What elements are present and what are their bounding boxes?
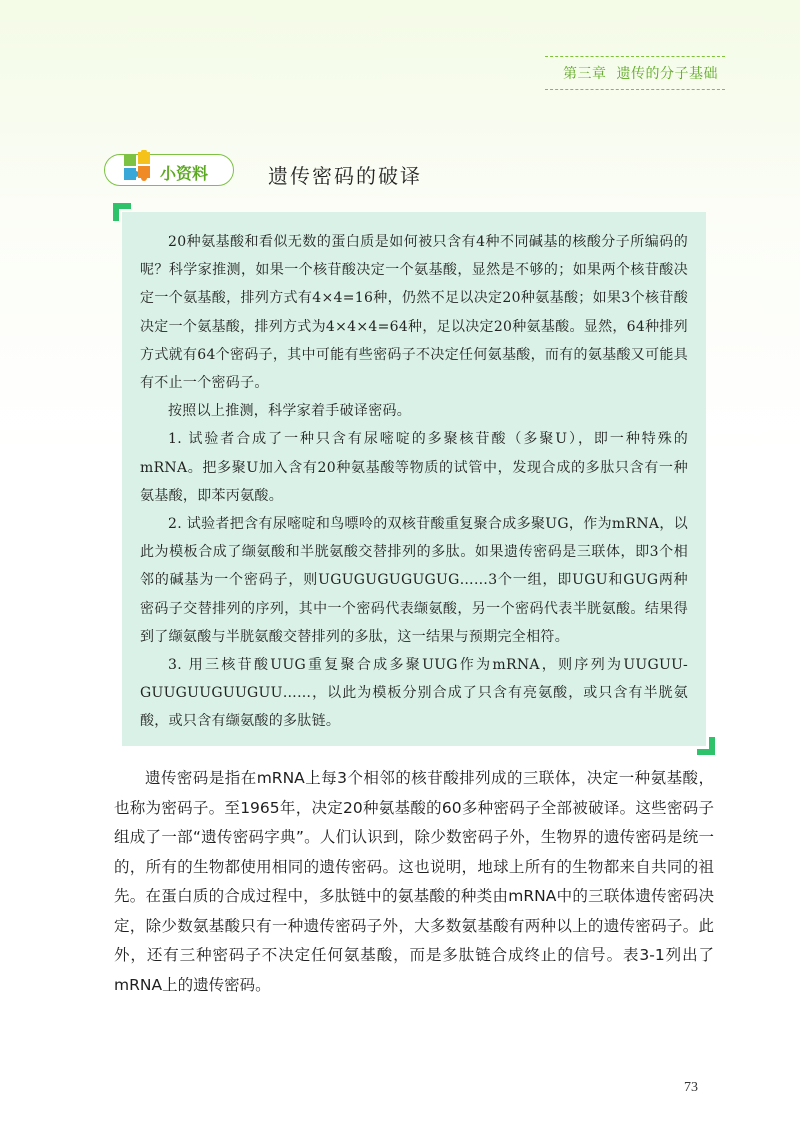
box-paragraph-lead: 按照以上推测，科学家着手破译密码。 xyxy=(168,403,412,420)
info-box-text xyxy=(140,228,688,736)
header-rule-top xyxy=(545,56,725,57)
box-paragraph-step-2: 2. 试验者把含有尿嘧啶和鸟嘌呤的双核苷酸重复聚合成多聚UG，作为mRNA，以此为模板合成了缬氨酸和半胱氨酸交替排列的多肽。如果遗传密码是三联体，即3个相邻的碱基为一个密码子，则UGUGUGUGUGUG……3个一组，即UGU和GUG两种密码子交替排列的序列，其中一个密码代表缬氨酸，另一个密码代表半胱氨酸。结果得到了缬氨酸与半胱氨酸交替排列的多肽，这一结果与预期完全相符。 xyxy=(140,516,688,645)
chapter-number: 第三章 xyxy=(563,66,607,82)
box-paragraph-step-3: 3. 用三核苷酸UUG重复聚合成多聚UUG作为mRNA，则序列为UUGUU-GUUGUUGUUGUU……，以此为模板分别合成了只含有亮氨酸，或只含有半胱氨酸，或只含有缬氨酸的多肽链。 xyxy=(140,657,688,730)
page-number: 73 xyxy=(684,1080,698,1095)
puzzle-icon xyxy=(118,150,158,188)
info-badge xyxy=(104,150,234,188)
chapter-header xyxy=(545,56,725,90)
header-rule-bottom xyxy=(545,89,725,90)
body-paragraph: 遗传密码是指在mRNA上每3个相邻的核苷酸排列成的三联体，决定一种氨基酸，也称为密码子。至1965年，决定20种氨基酸的60多种密码子全部被破译。这些密码子组成了一部“遗传密码字典”。人们认识到，除少数密码子外，生物界的遗传密码是统一的，所有的生物都使用相同的遗传密码。这也说明，地球上所有的生物都来自共同的祖先。在蛋白质的合成过程中，多肽链中的氨基酸的种类由mRNA中的三联体遗传密码决定，除少数氨基酸只有一种遗传密码子外，大多数氨基酸有两种以上的遗传密码子。此外，还有三种密码子不决定任何氨基酸，而是多肽链合成终止的信号。表3-1列出了mRNA上的遗传密码。 xyxy=(114,769,714,994)
body-text xyxy=(114,764,714,1000)
chapter-section: 遗传的分子基础 xyxy=(616,66,718,82)
box-paragraph-step-1: 1. 试验者合成了一种只含有尿嘧啶的多聚核苷酸（多聚U），即一种特殊的mRNA。把多聚U加入含有20种氨基酸等物质的试管中，发现合成的多肽只含有一种氨基酸，即苯丙氨酸。 xyxy=(140,431,688,504)
chapter-title xyxy=(563,63,728,83)
box-paragraph-intro: 20种氨基酸和看似无数的蛋白质是如何被只含有4种不同碱基的核酸分子所编码的呢？科学家推测，如果一个核苷酸决定一个氨基酸，显然是不够的；如果两个核苷酸决定一个氨基酸，排列方式有4×4=16种，仍然不足以决定20种氨基酸；如果3个核苷酸决定一个氨基酸，排列方式为4×4×4=64种，足以决定20种氨基酸。显然，64种排列方式就有64个密码子，其中可能有些密码子不决定任何氨基酸，而有的氨基酸又可能具有不止一个密码子。 xyxy=(140,234,688,392)
box-title: 遗传密码的破译 xyxy=(268,164,422,188)
badge-label: 小资料 xyxy=(160,164,209,183)
corner-bracket-bottom-right xyxy=(697,737,715,755)
